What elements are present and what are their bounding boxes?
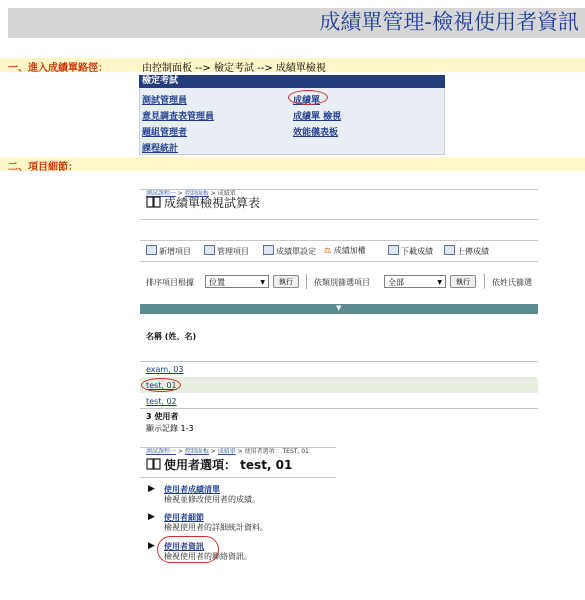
menu-item-gradebook[interactable]: 成績單 (293, 96, 321, 106)
divider (140, 240, 538, 241)
divider (140, 408, 538, 409)
highlight-circle (141, 378, 181, 392)
category-go-button[interactable]: 執行 (450, 275, 476, 288)
highlight-circle (288, 90, 328, 105)
weight-grades-button[interactable]: ⚖ 成績加權 (324, 246, 366, 255)
table-row[interactable]: test, 01 (146, 381, 177, 390)
section1-label: 一、進入成績單路徑： (8, 63, 108, 74)
download-icon (388, 245, 399, 255)
sort-go-button[interactable]: 執行 (273, 275, 299, 288)
sort-label: 排序項目根據 (146, 278, 194, 287)
sort-select[interactable]: 位置 ▼ (205, 275, 269, 288)
breadcrumb-course[interactable]: 測試課程一 (146, 448, 177, 455)
menu-item-course-statistics[interactable]: 課程統計 (142, 144, 179, 154)
manage-items-button[interactable]: 管理項目 (204, 245, 249, 257)
upload-grades-button[interactable]: 上傳成績 (444, 245, 489, 257)
grid-icon (204, 245, 215, 255)
breadcrumb-control-panel[interactable]: 控制面板 (184, 448, 209, 455)
divider (140, 361, 538, 362)
column-header-name[interactable]: 名稱 (姓、名) (146, 332, 197, 341)
menu-header: 檢定考試 (139, 75, 445, 88)
menu-item-gradebook-view[interactable]: 成績單 檢視 (293, 112, 342, 122)
book-icon (146, 458, 161, 470)
gradebook-title: 成績單檢視試算表 (164, 196, 261, 210)
bullet-arrow-icon: ▶ (148, 541, 155, 551)
records-range: 顯示記錄 1-3 (146, 424, 194, 433)
scale-icon: ⚖ (324, 246, 332, 255)
breadcrumb: 測試課程一 > 控制面板 > 成績單 (146, 190, 236, 197)
section2-bar (0, 157, 585, 171)
section2-label: 二、項目細節： (8, 162, 78, 173)
section1-path: 由控制面板 --> 檢定考試 --> 成績單檢視 (142, 63, 326, 74)
add-icon (146, 245, 157, 255)
chevron-down-icon: ▼ (437, 279, 442, 286)
user-info-desc: 檢視使用者的聯絡資訊。 (164, 552, 252, 561)
menu-item-performance-dashboard[interactable]: 效能儀表板 (293, 128, 339, 138)
category-select[interactable]: 全部 ▼ (384, 275, 446, 288)
breadcrumb: 測試課程一 > 控制面板 > 成績單 > 使用者選項： TEST, 01 (146, 448, 309, 455)
menu-item-test-manager[interactable]: 測試管理員 (142, 96, 188, 106)
bullet-arrow-icon: ▶ (148, 512, 155, 522)
breadcrumb-current: 使用者選項： TEST, 01 (244, 448, 309, 455)
user-count: 3 使用者 (146, 412, 179, 421)
divider (140, 189, 538, 190)
breadcrumb-control-panel[interactable]: 控制面板 (184, 190, 209, 197)
divider (140, 477, 336, 478)
filter-divider (484, 274, 485, 289)
add-item-button[interactable]: 新增項目 (146, 245, 191, 257)
table-row-highlight (140, 377, 538, 393)
user-options-title: 使用者選項： test, 01 (164, 458, 293, 472)
user-grades-link[interactable]: 使用者成績清單 (164, 485, 220, 494)
gradebook-settings-button[interactable]: 成績單設定 (263, 245, 316, 257)
upload-icon (444, 245, 455, 255)
user-grades-desc: 檢視並修改使用者的成績。 (164, 495, 260, 504)
divider (140, 261, 538, 262)
divider (140, 219, 538, 220)
settings-icon (263, 245, 274, 255)
page-title: 成績單管理-檢視使用者資訊 (319, 10, 579, 34)
divider (140, 447, 336, 448)
highlight-circle (157, 536, 219, 563)
book-icon (146, 196, 161, 208)
chevron-down-icon: ▼ (260, 279, 265, 286)
table-row[interactable]: test, 02 (146, 397, 177, 406)
download-grades-button[interactable]: 下載成績 (388, 245, 433, 257)
name-filter-label: 依姓氏篩選 (492, 278, 532, 287)
menu-item-pool-manager[interactable]: 題組管理者 (142, 128, 188, 138)
breadcrumb-gradebook[interactable]: 成績單 (217, 448, 236, 455)
category-label: 依類別篩選項目 (314, 278, 370, 287)
filter-divider (306, 274, 307, 289)
user-details-desc: 檢視使用者的詳細統計資料。 (164, 523, 268, 532)
menu-item-survey-manager[interactable]: 意見調查表管理員 (142, 112, 215, 122)
user-details-link[interactable]: 使用者細節 (164, 513, 204, 522)
breadcrumb-course[interactable]: 測試課程一 (146, 190, 177, 197)
bullet-arrow-icon: ▶ (148, 484, 155, 494)
collapse-arrow-icon[interactable]: ▼ (336, 304, 342, 312)
user-info-link[interactable]: 使用者資訊 (164, 542, 204, 551)
breadcrumb-current: 成績單 (217, 190, 236, 197)
table-row[interactable]: exam, 03 (146, 365, 184, 374)
